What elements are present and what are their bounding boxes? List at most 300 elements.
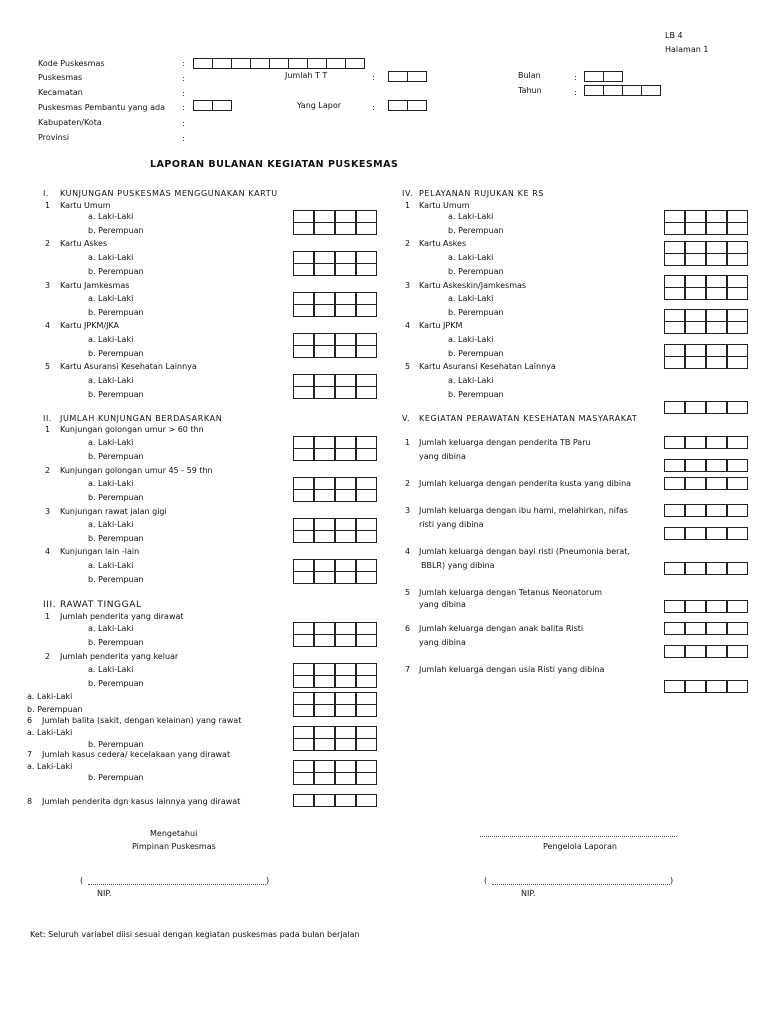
item-label: Jumlah balita (sakit, dengan kelainan) yang rawat xyxy=(42,716,242,725)
input-cell[interactable] xyxy=(706,356,727,369)
sub-perempuan: b. Perempuan xyxy=(88,773,144,782)
input-grid[interactable] xyxy=(293,333,377,357)
input-cell[interactable] xyxy=(250,58,270,69)
sub-laki: a. Laki-Laki xyxy=(448,294,494,303)
item-label: Kartu Askes xyxy=(60,239,108,248)
input-cell[interactable] xyxy=(706,504,727,517)
input-grid[interactable] xyxy=(293,477,377,501)
item-num: 4 xyxy=(45,321,51,330)
input-cell[interactable] xyxy=(314,448,335,461)
sub-laki: a. Laki-Laki xyxy=(448,376,494,385)
item-label: Jumlah keluarga dengan ibu hami, melahirkan, nifas xyxy=(419,506,628,515)
input-cell[interactable] xyxy=(293,222,314,235)
input-cell[interactable] xyxy=(335,794,356,807)
item-num: 5 xyxy=(45,362,51,371)
input-cell[interactable] xyxy=(685,222,706,235)
input-cell[interactable] xyxy=(314,489,335,502)
input-cell[interactable] xyxy=(727,504,748,517)
tahun-boxes[interactable] xyxy=(584,85,661,96)
input-cell[interactable] xyxy=(293,704,314,717)
input-cell[interactable] xyxy=(685,504,706,517)
input-cell[interactable] xyxy=(293,634,314,647)
label-kabupaten: Kabupaten/Kota xyxy=(38,118,102,127)
input-cell[interactable] xyxy=(356,530,377,543)
item-label: yang dibina xyxy=(419,600,466,609)
input-cell[interactable] xyxy=(335,772,356,785)
colon: : xyxy=(372,103,375,112)
item-num: 1 xyxy=(45,612,51,621)
item-num: 3 xyxy=(405,506,411,515)
input-cell[interactable] xyxy=(706,321,727,334)
paren-open: ( xyxy=(484,876,488,885)
sub-laki: a. Laki-Laki xyxy=(88,376,134,385)
sub-perempuan: b. Perempuan xyxy=(27,705,83,714)
label-kode-puskesmas: Kode Puskesmas xyxy=(38,59,105,68)
input-cell[interactable] xyxy=(727,600,748,613)
input-cell[interactable] xyxy=(727,527,748,540)
sub-perempuan: b. Perempuan xyxy=(88,267,144,276)
input-cell[interactable] xyxy=(706,253,727,266)
input-cell[interactable] xyxy=(685,600,706,613)
item-num: 1 xyxy=(405,201,411,210)
item-num: 4 xyxy=(405,547,411,556)
input-cell[interactable] xyxy=(727,401,748,414)
sub-perempuan: b. Perempuan xyxy=(448,390,504,399)
input-cell[interactable] xyxy=(356,222,377,235)
item-label: Kartu Asuransi Kesehatan Lainnya xyxy=(60,362,197,371)
input-cell[interactable] xyxy=(603,85,623,96)
input-grid[interactable] xyxy=(664,622,748,634)
input-cell[interactable] xyxy=(664,253,685,266)
item-num: 6 xyxy=(27,716,33,725)
input-cell[interactable] xyxy=(685,527,706,540)
section-5-title: KEGIATAN PERAWATAN KESEHATAN MASYARAKAT xyxy=(419,414,638,423)
input-cell[interactable] xyxy=(356,704,377,717)
input-cell[interactable] xyxy=(685,562,706,575)
input-grid[interactable] xyxy=(664,241,748,265)
input-cell[interactable] xyxy=(706,459,727,472)
colon: : xyxy=(574,73,577,82)
item-num: 2 xyxy=(405,239,411,248)
input-cell[interactable] xyxy=(335,571,356,584)
input-cell[interactable] xyxy=(356,386,377,399)
input-cell[interactable] xyxy=(706,600,727,613)
item-label: Jumlah keluarga dengan usia Risti yang dibina xyxy=(419,665,605,674)
item-num: 3 xyxy=(45,281,51,290)
sub-laki: a. Laki-Laki xyxy=(448,212,494,221)
page-title: LAPORAN BULANAN KEGIATAN PUSKESMAS xyxy=(150,159,399,170)
nip-label: NIP. xyxy=(97,889,112,898)
item-label: Kartu Umum xyxy=(419,201,470,210)
input-cell[interactable] xyxy=(685,622,706,635)
input-cell[interactable] xyxy=(584,85,604,96)
yang-lapor-boxes[interactable] xyxy=(388,100,427,111)
input-grid[interactable] xyxy=(664,527,748,539)
input-grid[interactable] xyxy=(664,600,748,612)
input-cell[interactable] xyxy=(356,489,377,502)
item-num: 2 xyxy=(45,466,51,475)
sub-perempuan: b. Perempuan xyxy=(448,267,504,276)
input-cell[interactable] xyxy=(664,287,685,300)
jumlah-tt-boxes[interactable] xyxy=(388,71,427,82)
input-cell[interactable] xyxy=(685,253,706,266)
input-grid[interactable] xyxy=(664,309,748,333)
sub-perempuan: b. Perempuan xyxy=(88,452,144,461)
input-cell[interactable] xyxy=(706,401,727,414)
input-cell[interactable] xyxy=(584,71,604,82)
input-grid[interactable] xyxy=(664,275,748,299)
item-label: Jumlah penderita yang keluar xyxy=(60,652,179,661)
input-cell[interactable] xyxy=(407,71,427,82)
item-label: Kunjungan golongan umur 45 - 59 thn xyxy=(60,466,213,475)
input-grid[interactable] xyxy=(664,401,748,413)
input-cell[interactable] xyxy=(335,704,356,717)
input-grid[interactable] xyxy=(293,726,377,750)
item-num: 4 xyxy=(405,321,411,330)
sub-perempuan: b. Perempuan xyxy=(448,349,504,358)
input-cell[interactable] xyxy=(641,85,661,96)
input-cell[interactable] xyxy=(685,459,706,472)
input-cell[interactable] xyxy=(727,477,748,490)
colon: : xyxy=(182,89,185,98)
input-cell[interactable] xyxy=(706,287,727,300)
colon: : xyxy=(182,103,185,112)
pimpinan-name-line[interactable] xyxy=(88,884,266,885)
sub-perempuan: b. Perempuan xyxy=(88,575,144,584)
input-cell[interactable] xyxy=(314,345,335,358)
input-cell[interactable] xyxy=(314,222,335,235)
input-cell[interactable] xyxy=(664,527,685,540)
colon: : xyxy=(182,119,185,128)
input-grid[interactable] xyxy=(293,663,377,687)
item-num: 7 xyxy=(27,750,33,759)
item-num: 1 xyxy=(45,201,51,210)
input-cell[interactable] xyxy=(603,71,623,82)
input-cell[interactable] xyxy=(664,356,685,369)
pengelola-label: Pengelola Laporan xyxy=(543,842,617,851)
input-grid[interactable] xyxy=(664,504,748,516)
input-cell[interactable] xyxy=(706,645,727,658)
input-cell[interactable] xyxy=(314,634,335,647)
pustu-boxes[interactable] xyxy=(193,100,232,111)
input-cell[interactable] xyxy=(706,477,727,490)
input-cell[interactable] xyxy=(727,321,748,334)
input-cell[interactable] xyxy=(293,675,314,688)
item-num: 8 xyxy=(27,797,33,806)
input-cell[interactable] xyxy=(664,504,685,517)
input-cell[interactable] xyxy=(664,459,685,472)
input-cell[interactable] xyxy=(307,58,327,69)
input-cell[interactable] xyxy=(685,356,706,369)
input-cell[interactable] xyxy=(288,58,308,69)
input-cell[interactable] xyxy=(685,645,706,658)
input-grid[interactable] xyxy=(664,210,748,234)
input-cell[interactable] xyxy=(314,772,335,785)
input-grid[interactable] xyxy=(293,518,377,542)
sub-perempuan: b. Perempuan xyxy=(88,226,144,235)
input-cell[interactable] xyxy=(388,71,408,82)
item-label: Kartu JPKM xyxy=(419,321,463,330)
section-3-num: III. xyxy=(43,600,57,610)
input-cell[interactable] xyxy=(727,356,748,369)
item-label: Jumlah penderita dgn kasus lainnya yang dirawat xyxy=(42,797,241,806)
input-cell[interactable] xyxy=(664,222,685,235)
item-num: 1 xyxy=(405,438,411,447)
input-cell[interactable] xyxy=(335,345,356,358)
sub-perempuan: b. Perempuan xyxy=(88,390,144,399)
item-label: Jumlah penderita yang dirawat xyxy=(60,612,184,621)
label-pustu: Puskesmas Pembantu yang ada xyxy=(38,103,166,112)
input-cell[interactable] xyxy=(685,287,706,300)
sub-laki: a. Laki-Laki xyxy=(88,212,134,221)
input-cell[interactable] xyxy=(335,675,356,688)
item-label: yang dibina xyxy=(419,638,466,647)
input-cell[interactable] xyxy=(293,738,314,751)
form-code: LB 4 xyxy=(665,31,683,40)
input-cell[interactable] xyxy=(685,321,706,334)
input-grid[interactable] xyxy=(293,794,377,806)
pimpinan-label: Pimpinan Puskesmas xyxy=(132,842,216,851)
item-label: Kartu JPKM/JKA xyxy=(60,321,120,330)
item-label: Kartu Jamkesmas xyxy=(60,281,130,290)
input-cell[interactable] xyxy=(727,645,748,658)
input-cell[interactable] xyxy=(314,530,335,543)
input-cell[interactable] xyxy=(335,448,356,461)
item-num: 2 xyxy=(45,652,51,661)
input-grid[interactable] xyxy=(664,645,748,657)
pengelola-signature-line[interactable] xyxy=(480,836,677,837)
input-cell[interactable] xyxy=(293,530,314,543)
sub-perempuan: b. Perempuan xyxy=(88,638,144,647)
item-num: 5 xyxy=(405,362,411,371)
input-cell[interactable] xyxy=(193,58,213,69)
input-cell[interactable] xyxy=(727,222,748,235)
item-label: Kartu Askeskin/Jamkesmas xyxy=(419,281,527,290)
input-cell[interactable] xyxy=(293,794,314,807)
input-cell[interactable] xyxy=(356,634,377,647)
input-cell[interactable] xyxy=(727,562,748,575)
item-label: Kunjungan rawat jalan gigi xyxy=(60,507,167,516)
input-cell[interactable] xyxy=(706,222,727,235)
input-cell[interactable] xyxy=(335,530,356,543)
input-cell[interactable] xyxy=(727,622,748,635)
input-cell[interactable] xyxy=(664,622,685,635)
section-4-title: PELAYANAN RUJUKAN KE RS xyxy=(419,189,545,198)
colon: : xyxy=(182,134,185,143)
input-cell[interactable] xyxy=(356,304,377,317)
input-cell[interactable] xyxy=(314,704,335,717)
input-cell[interactable] xyxy=(356,772,377,785)
input-cell[interactable] xyxy=(314,738,335,751)
input-cell[interactable] xyxy=(727,253,748,266)
input-cell[interactable] xyxy=(326,58,346,69)
input-cell[interactable] xyxy=(727,287,748,300)
input-grid[interactable] xyxy=(293,760,377,784)
input-cell[interactable] xyxy=(685,401,706,414)
input-grid[interactable] xyxy=(664,459,748,471)
input-grid[interactable] xyxy=(293,292,377,316)
sub-laki: a. Laki-Laki xyxy=(88,253,134,262)
input-grid[interactable] xyxy=(293,436,377,460)
input-grid[interactable] xyxy=(293,210,377,234)
item-label: Kunjungan lain -lain xyxy=(60,547,140,556)
input-cell[interactable] xyxy=(314,571,335,584)
sub-laki: a. Laki-Laki xyxy=(88,335,134,344)
label-provinsi: Provinsi xyxy=(38,133,70,142)
input-cell[interactable] xyxy=(664,645,685,658)
input-cell[interactable] xyxy=(685,477,706,490)
item-label: Kartu Askes xyxy=(419,239,467,248)
input-grid[interactable] xyxy=(293,692,377,716)
input-cell[interactable] xyxy=(664,680,685,693)
input-cell[interactable] xyxy=(231,58,251,69)
sub-laki: a. Laki-Laki xyxy=(27,728,73,737)
input-cell[interactable] xyxy=(356,263,377,276)
paren-open: ( xyxy=(80,876,84,885)
input-cell[interactable] xyxy=(685,680,706,693)
input-cell[interactable] xyxy=(664,401,685,414)
input-cell[interactable] xyxy=(212,58,232,69)
item-num: 2 xyxy=(45,239,51,248)
sub-perempuan: b. Perempuan xyxy=(88,679,144,688)
input-cell[interactable] xyxy=(293,571,314,584)
input-cell[interactable] xyxy=(706,562,727,575)
input-cell[interactable] xyxy=(664,600,685,613)
colon: : xyxy=(182,74,185,83)
paren-close: ) xyxy=(670,876,674,885)
input-cell[interactable] xyxy=(706,436,727,449)
sub-perempuan: b. Perempuan xyxy=(448,226,504,235)
input-cell[interactable] xyxy=(314,304,335,317)
input-cell[interactable] xyxy=(356,571,377,584)
input-cell[interactable] xyxy=(685,436,706,449)
sub-laki: a. Laki-Laki xyxy=(88,665,134,674)
input-cell[interactable] xyxy=(407,100,427,111)
input-grid[interactable] xyxy=(664,436,748,448)
colon: : xyxy=(574,88,577,97)
input-cell[interactable] xyxy=(335,304,356,317)
item-label: Jumlah keluarga dengan bayi risti (Pneumonia berat, xyxy=(419,547,630,556)
input-cell[interactable] xyxy=(727,459,748,472)
input-cell[interactable] xyxy=(193,100,213,111)
input-cell[interactable] xyxy=(706,527,727,540)
kode-puskesmas-boxes[interactable] xyxy=(193,58,365,69)
input-grid[interactable] xyxy=(293,559,377,583)
section-3-title: RAWAT TINGGAL xyxy=(60,600,142,610)
sub-laki: a. Laki-Laki xyxy=(88,520,134,529)
input-cell[interactable] xyxy=(664,436,685,449)
input-cell[interactable] xyxy=(314,675,335,688)
item-label: Jumlah keluarga dengan penderita TB Paru xyxy=(419,438,591,447)
input-cell[interactable] xyxy=(727,680,748,693)
input-cell[interactable] xyxy=(293,263,314,276)
item-label: Jumlah keluarga dengan anak balita Risti xyxy=(419,624,584,633)
nip-label: NIP. xyxy=(521,889,536,898)
label-tahun: Tahun xyxy=(518,86,542,95)
input-cell[interactable] xyxy=(727,436,748,449)
mengetahui-label: Mengetahui xyxy=(150,829,198,838)
input-cell[interactable] xyxy=(314,386,335,399)
item-label: Jumlah keluarga dengan Tetanus Neonatorum xyxy=(419,588,603,597)
input-cell[interactable] xyxy=(314,794,335,807)
input-cell[interactable] xyxy=(356,675,377,688)
input-grid[interactable] xyxy=(664,477,748,489)
sub-perempuan: b. Perempuan xyxy=(448,308,504,317)
input-cell[interactable] xyxy=(335,222,356,235)
item-num: 1 xyxy=(45,425,51,434)
input-cell[interactable] xyxy=(388,100,408,111)
input-cell[interactable] xyxy=(335,738,356,751)
sub-laki: a. Laki-Laki xyxy=(88,561,134,570)
input-cell[interactable] xyxy=(664,477,685,490)
item-num: 3 xyxy=(45,507,51,516)
input-cell[interactable] xyxy=(706,622,727,635)
input-cell[interactable] xyxy=(345,58,365,69)
bulan-boxes[interactable] xyxy=(584,71,623,82)
input-cell[interactable] xyxy=(293,489,314,502)
sub-perempuan: b. Perempuan xyxy=(88,493,144,502)
pengelola-name-line[interactable] xyxy=(492,884,670,885)
item-num: 3 xyxy=(405,281,411,290)
input-cell[interactable] xyxy=(335,634,356,647)
input-cell[interactable] xyxy=(293,345,314,358)
input-cell[interactable] xyxy=(314,263,335,276)
label-jumlah-tt: Jumlah T T xyxy=(285,71,328,80)
section-4-num: IV. xyxy=(402,189,414,198)
sub-laki: a. Laki-Laki xyxy=(88,294,134,303)
input-cell[interactable] xyxy=(335,386,356,399)
input-grid[interactable] xyxy=(293,622,377,646)
section-2-num: II. xyxy=(43,414,53,423)
sub-perempuan: b. Perempuan xyxy=(88,349,144,358)
label-bulan: Bulan xyxy=(518,71,541,80)
input-cell[interactable] xyxy=(335,489,356,502)
item-num: 5 xyxy=(405,588,411,597)
input-cell[interactable] xyxy=(269,58,289,69)
input-cell[interactable] xyxy=(356,345,377,358)
input-cell[interactable] xyxy=(293,386,314,399)
sub-perempuan: b. Perempuan xyxy=(88,534,144,543)
input-grid[interactable] xyxy=(664,344,748,368)
input-cell[interactable] xyxy=(293,772,314,785)
sub-perempuan: b. Perempuan xyxy=(88,740,144,749)
input-cell[interactable] xyxy=(622,85,642,96)
item-num: 6 xyxy=(405,624,411,633)
sub-laki: a. Laki-Laki xyxy=(448,335,494,344)
sub-laki: a. Laki-Laki xyxy=(88,479,134,488)
input-cell[interactable] xyxy=(356,448,377,461)
input-cell[interactable] xyxy=(293,448,314,461)
input-grid[interactable] xyxy=(664,680,748,692)
input-cell[interactable] xyxy=(356,794,377,807)
colon: : xyxy=(372,73,375,82)
input-grid[interactable] xyxy=(664,562,748,574)
input-cell[interactable] xyxy=(335,263,356,276)
input-grid[interactable] xyxy=(293,374,377,398)
label-kecamatan: Kecamatan xyxy=(38,88,83,97)
input-grid[interactable] xyxy=(293,251,377,275)
section-1-title: KUNJUNGAN PUSKESMAS MENGGUNAKAN KARTU xyxy=(60,189,278,198)
input-cell[interactable] xyxy=(293,304,314,317)
label-yang-lapor: Yang Lapor xyxy=(297,101,341,110)
input-cell[interactable] xyxy=(664,562,685,575)
input-cell[interactable] xyxy=(356,738,377,751)
input-cell[interactable] xyxy=(664,321,685,334)
input-cell[interactable] xyxy=(212,100,232,111)
item-label: risti yang dibina xyxy=(419,520,484,529)
input-cell[interactable] xyxy=(706,680,727,693)
colon: : xyxy=(182,59,185,68)
